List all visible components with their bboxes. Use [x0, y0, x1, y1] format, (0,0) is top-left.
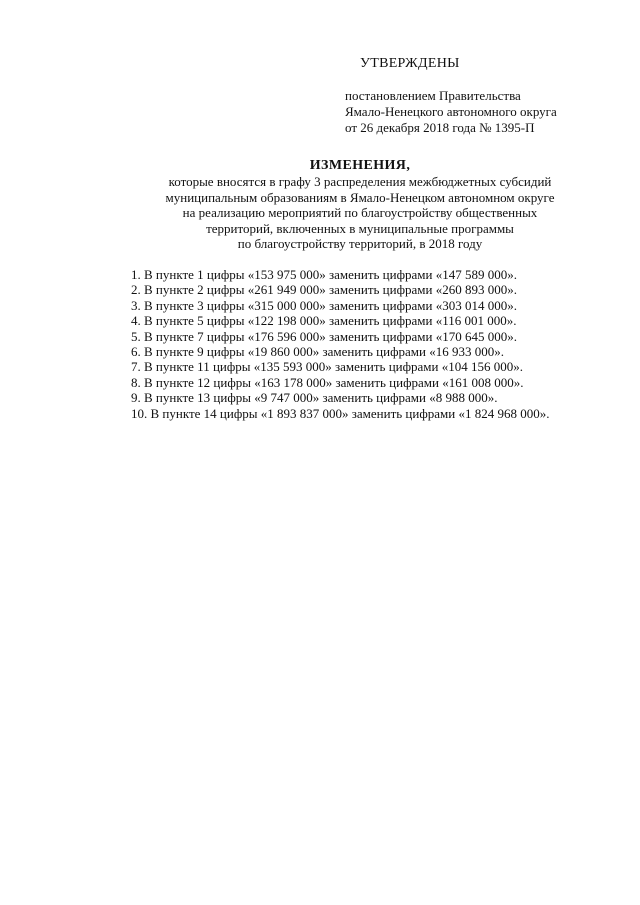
heading-line: муниципальным образованиям в Ямало-Ненецком автономном округе — [165, 189, 555, 205]
change-item: 3. В пункте 3 цифры «315 000 000» заменить цифрами «303 014 000». — [131, 297, 517, 313]
change-item: 10. В пункте 14 цифры «1 893 837 000» заменить цифрами «1 824 968 000». — [131, 405, 550, 421]
change-item: 9. В пункте 13 цифры «9 747 000» заменить цифрами «8 988 000». — [131, 390, 498, 406]
document-heading — [80, 158, 640, 252]
change-item: 6. В пункте 9 цифры «19 860 000» заменить цифрами «16 933 000». — [131, 344, 504, 360]
approval-line: Ямало-Ненецкого автономного округа — [345, 104, 557, 119]
approval-block — [345, 56, 615, 136]
heading-line: по благоустройству территорий, в 2018 году — [237, 236, 483, 251]
change-item: 8. В пункте 12 цифры «163 178 000» заменить цифрами «161 008 000». — [131, 374, 524, 390]
change-item: 7. В пункте 11 цифры «135 593 000» заменить цифрами «104 156 000». — [131, 359, 523, 375]
changes-list — [131, 267, 626, 421]
change-item: 4. В пункте 5 цифры «122 198 000» заменить цифрами «116 001 000». — [131, 313, 517, 329]
change-item: 5. В пункте 7 цифры «176 596 000» заменить цифрами «170 645 000». — [131, 328, 517, 344]
change-item: 2. В пункте 2 цифры «261 949 000» заменить цифрами «260 893 000». — [131, 282, 517, 298]
approval-line: постановлением Правительства — [345, 88, 521, 103]
approval-title: УТВЕРЖДЕНЫ — [360, 56, 460, 71]
heading-line: территорий, включенных в муниципальные программы — [206, 220, 514, 236]
approval-line: от 26 декабря 2018 года № 1395-П — [345, 120, 535, 135]
heading-line: которые вносятся в графу 3 распределения межбюджетных субсидий — [168, 174, 552, 189]
heading-line: на реализацию мероприятий по благоустройству общественных — [182, 205, 538, 220]
change-item: 1. В пункте 1 цифры «153 975 000» заменить цифрами «147 589 000». — [131, 267, 517, 282]
heading-title: ИЗМЕНЕНИЯ, — [309, 158, 411, 173]
